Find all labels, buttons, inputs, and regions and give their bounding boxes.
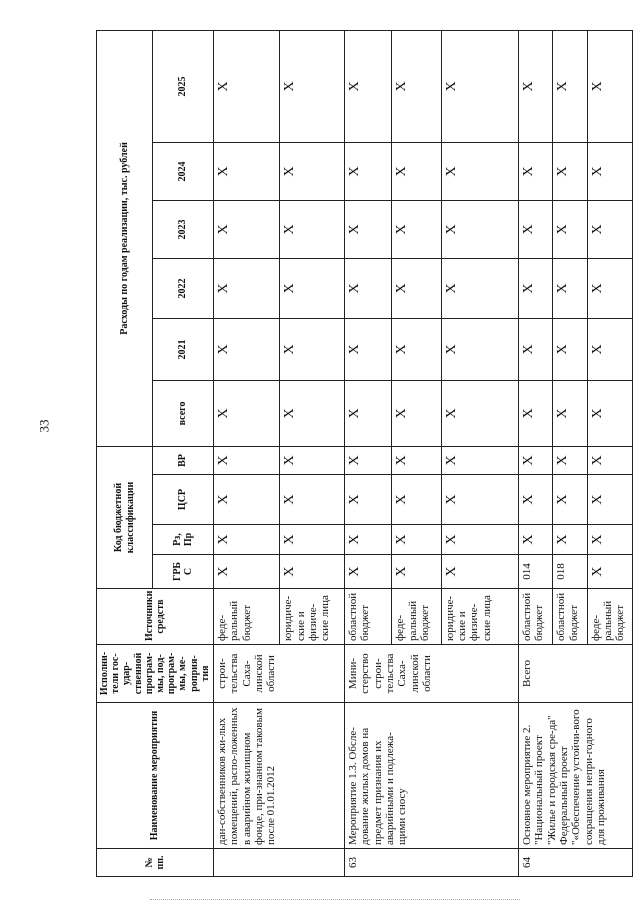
funding-source: феде-ральный бюджет	[213, 589, 280, 645]
y2025-mark: X	[392, 30, 441, 142]
header-row-1	[97, 30, 153, 876]
csr-mark: X	[213, 475, 280, 525]
grbs-mark: X	[441, 555, 518, 589]
y2025-mark: X	[519, 30, 553, 142]
header-total: всего	[153, 380, 214, 446]
grbs-code: 014	[519, 555, 553, 589]
vr-mark: X	[441, 446, 518, 474]
funding-source: феде-ральный бюджет	[587, 589, 632, 645]
y2021-mark: X	[280, 318, 344, 380]
total-mark: X	[441, 380, 518, 446]
measure-name: Основное мероприятие 2. "Национальный проект "Жилье и городская сре-да" Федеральный проект "«Обеспечение устойчи-вого сокращения непри-годного для проживания	[519, 703, 633, 849]
header-year-2022: 2022	[153, 258, 214, 318]
grbs-code: 018	[553, 555, 587, 589]
table-body	[213, 30, 632, 876]
rzpr-mark: X	[553, 525, 587, 555]
header-year-2024: 2024	[153, 142, 214, 200]
rzpr-mark: X	[392, 525, 441, 555]
csr-mark: X	[553, 475, 587, 525]
csr-mark: X	[587, 475, 632, 525]
header-vr: ВР	[153, 446, 214, 474]
measure-name: Мероприятие 1.3. Обсле-дование жилых домов на предмет признания их аварийными и подлежа-щими сносу	[344, 703, 518, 849]
y2022-mark: X	[519, 258, 553, 318]
header-year-2023: 2023	[153, 200, 214, 258]
executor-name: Мини-стерство строи-тельства Саха-линской области	[344, 645, 518, 703]
grbs-mark: X	[587, 555, 632, 589]
y2022-mark: X	[587, 258, 632, 318]
y2024-mark: X	[553, 142, 587, 200]
row-number	[213, 849, 344, 877]
page-number: 33	[36, 419, 52, 433]
y2023-mark: X	[280, 200, 344, 258]
vr-mark: X	[392, 446, 441, 474]
grbs-mark: X	[344, 555, 391, 589]
funding-source: областной бюджет	[519, 589, 553, 645]
rzpr-mark: X	[519, 525, 553, 555]
total-mark: X	[213, 380, 280, 446]
total-mark: X	[280, 380, 344, 446]
csr-mark: X	[441, 475, 518, 525]
total-mark: X	[519, 380, 553, 446]
vr-mark: X	[519, 446, 553, 474]
y2022-mark: X	[441, 258, 518, 318]
rzpr-mark: X	[213, 525, 280, 555]
vr-mark: X	[587, 446, 632, 474]
y2023-mark: X	[553, 200, 587, 258]
header-year-2025: 2025	[153, 30, 214, 142]
y2023-mark: X	[587, 200, 632, 258]
rzpr-mark: X	[280, 525, 344, 555]
y2023-mark: X	[519, 200, 553, 258]
table-row	[213, 30, 280, 876]
header-num: № пп.	[97, 849, 214, 877]
y2022-mark: X	[213, 258, 280, 318]
header-sources: Источники средств	[97, 589, 214, 645]
header-name: Наименование мероприятия	[97, 703, 214, 849]
y2024-mark: X	[280, 142, 344, 200]
csr-mark: X	[519, 475, 553, 525]
funding-source: областной бюджет	[553, 589, 587, 645]
y2021-mark: X	[213, 318, 280, 380]
header-rzpr: Рз, Пр	[153, 525, 214, 555]
y2022-mark: X	[280, 258, 344, 318]
funding-source: феде-ральный бюджет	[392, 589, 441, 645]
funding-source: юридиче-ские и физиче-ские лица	[280, 589, 344, 645]
csr-mark: X	[280, 475, 344, 525]
table-row	[519, 30, 553, 876]
y2025-mark: X	[441, 30, 518, 142]
y2022-mark: X	[392, 258, 441, 318]
budget-table	[96, 30, 633, 877]
vr-mark: X	[280, 446, 344, 474]
vr-mark: X	[213, 446, 280, 474]
executor-name: Всего	[519, 645, 633, 703]
y2021-mark: X	[344, 318, 391, 380]
y2023-mark: X	[344, 200, 391, 258]
row-number: 63	[344, 849, 518, 877]
total-mark: X	[587, 380, 632, 446]
y2025-mark: X	[280, 30, 344, 142]
total-mark: X	[344, 380, 391, 446]
y2021-mark: X	[441, 318, 518, 380]
grbs-mark: X	[280, 555, 344, 589]
funding-source: областной бюджет	[344, 589, 391, 645]
y2023-mark: X	[213, 200, 280, 258]
rzpr-mark: X	[344, 525, 391, 555]
y2024-mark: X	[213, 142, 280, 200]
y2024-mark: X	[587, 142, 632, 200]
header-budget-code: Код бюджетной классификации	[97, 446, 153, 588]
budget-table-sheet	[96, 31, 627, 877]
grbs-mark: X	[392, 555, 441, 589]
y2021-mark: X	[553, 318, 587, 380]
rzpr-mark: X	[441, 525, 518, 555]
row-number: 64	[519, 849, 633, 877]
csr-mark: X	[344, 475, 391, 525]
y2025-mark: X	[213, 30, 280, 142]
y2021-mark: X	[519, 318, 553, 380]
y2021-mark: X	[392, 318, 441, 380]
y2024-mark: X	[441, 142, 518, 200]
header-grbs: ГРБ С	[153, 555, 214, 589]
table-row	[344, 30, 391, 876]
header-year-2021: 2021	[153, 318, 214, 380]
y2024-mark: X	[519, 142, 553, 200]
total-mark: X	[553, 380, 587, 446]
y2025-mark: X	[344, 30, 391, 142]
header-executor: Исполни-тели гос-удар-ственной програм-мы, под-програм-мы, ме-роприя-тия	[97, 645, 214, 703]
y2023-mark: X	[441, 200, 518, 258]
scan-artifact-line	[150, 899, 520, 901]
funding-source: юридиче-ские и физиче-ские лица	[441, 589, 518, 645]
y2022-mark: X	[344, 258, 391, 318]
header-csr: ЦСР	[153, 475, 214, 525]
y2025-mark: X	[553, 30, 587, 142]
y2023-mark: X	[392, 200, 441, 258]
y2025-mark: X	[587, 30, 632, 142]
csr-mark: X	[392, 475, 441, 525]
executor-name: строи-тельства Саха-линской области	[213, 645, 344, 703]
y2022-mark: X	[553, 258, 587, 318]
header-expenses: Расходы по годам реализации, тыс. рублей	[97, 30, 153, 446]
vr-mark: X	[344, 446, 391, 474]
rzpr-mark: X	[587, 525, 632, 555]
y2024-mark: X	[344, 142, 391, 200]
y2024-mark: X	[392, 142, 441, 200]
y2021-mark: X	[587, 318, 632, 380]
total-mark: X	[392, 380, 441, 446]
grbs-mark: X	[213, 555, 280, 589]
vr-mark: X	[553, 446, 587, 474]
measure-name: дан-собственников жи-лых помещений, распо-ложенных в аварийном жилищном фонде, при-знанном таковым после 01.01.2012	[213, 703, 344, 849]
